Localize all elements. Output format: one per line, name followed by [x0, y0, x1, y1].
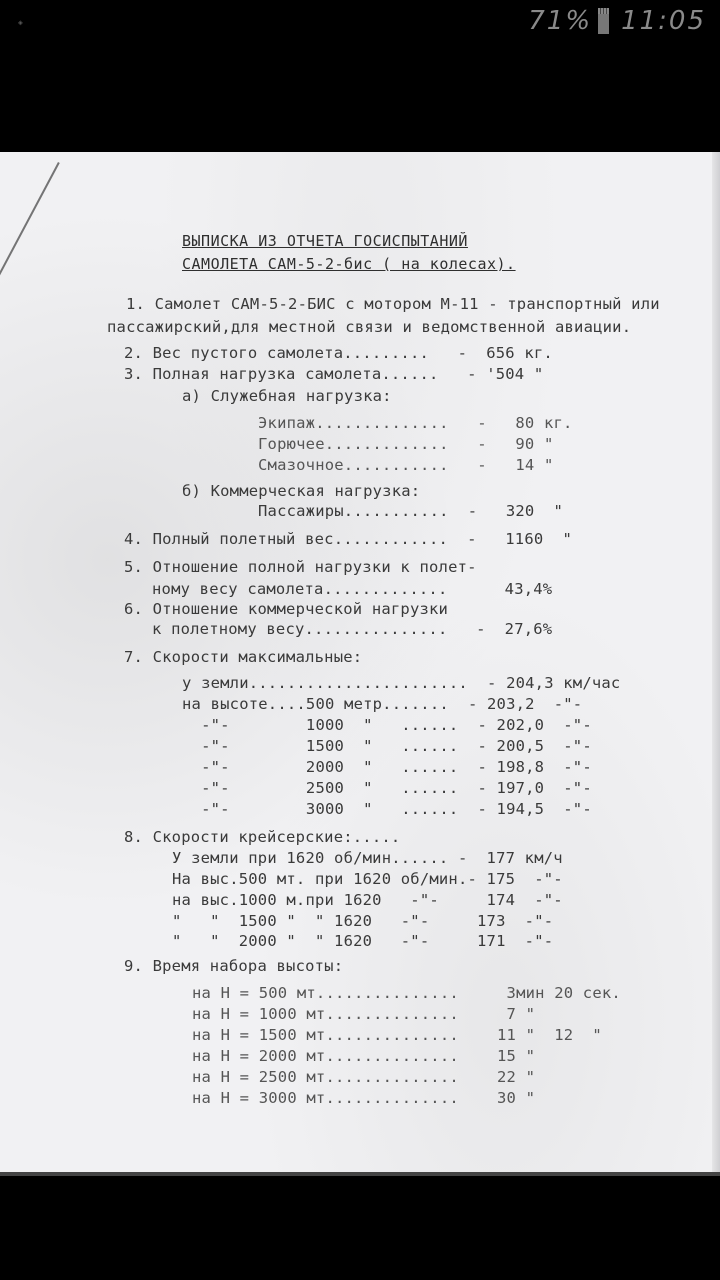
- item-5-line1: 5. Отношение полной нагрузки к полет-: [124, 558, 477, 576]
- item-7-row: -"- 1500 " ...... - 200,5 -"-: [182, 737, 592, 755]
- item-9-header: 9. Время набора высоты:: [124, 957, 344, 975]
- item-6-line2: к полетному весу............... - 27,6%: [152, 620, 553, 638]
- item-9-row: на Н = 1000 мт.............. 7 ": [192, 1005, 536, 1023]
- item-7-row: на высоте....500 метр....... - 203,2 -"-: [182, 695, 583, 713]
- item-3a-header: а) Служебная нагрузка:: [182, 387, 392, 405]
- item-7-row: у земли....................... - 204,3 км/час: [182, 674, 621, 692]
- notification-icon: ◈: [18, 18, 23, 27]
- item-8-row: " " 2000 " " 1620 -"- 171 -"-: [172, 932, 554, 950]
- item-9-row: на Н = 1500 мт.............. 11 " 12 ": [192, 1026, 602, 1044]
- item-9-row: на Н = 500 мт............... 3мин 20 сек.: [192, 984, 621, 1002]
- item-8-row: на выс.1000 м.при 1620 -"- 174 -"-: [172, 891, 563, 909]
- item-6-line1: 6. Отношение коммерческой нагрузки: [124, 600, 449, 618]
- item-3a-oil: Смазочное........... - 14 ": [258, 456, 554, 474]
- item-7-header: 7. Скорости максимальные:: [124, 648, 363, 666]
- item-9-row: на Н = 3000 мт.............. 30 ": [192, 1089, 536, 1107]
- item-2-empty-weight: 2. Вес пустого самолета......... - 656 кг.: [124, 344, 553, 362]
- item-3b-passengers: Пассажиры........... - 320 ": [258, 502, 564, 520]
- item-8-row: У земли при 1620 об/мин...... - 177 км/ч: [172, 849, 563, 867]
- item-7-row: -"- 3000 " ...... - 194,5 -"-: [182, 800, 592, 818]
- battery-percent: 71%: [528, 6, 593, 36]
- item-7-row: -"- 1000 " ...... - 202,0 -"-: [182, 716, 592, 734]
- battery-icon: [598, 12, 609, 34]
- item-7-row: -"- 2000 " ...... - 198,8 -"-: [182, 758, 592, 776]
- item-3a-fuel: Горючее............. - 90 ": [258, 435, 554, 453]
- pen-mark: [0, 162, 60, 340]
- item-5-line2: ному весу самолета............. 43,4%: [152, 580, 553, 598]
- item-4-takeoff-weight: 4. Полный полетный вес............ - 1160 ": [124, 530, 572, 548]
- item-9-row: на Н = 2500 мт.............. 22 ": [192, 1068, 536, 1086]
- item-8-header: 8. Скорости крейсерские:.....: [124, 828, 401, 846]
- status-bar: [0, 0, 720, 48]
- item-3b-header: б) Коммерческая нагрузка:: [182, 482, 421, 500]
- item-8-row: " " 1500 " " 1620 -"- 173 -"-: [172, 912, 554, 930]
- item-1-line2: пассажирский,для местной связи и ведомственной авиации.: [107, 318, 632, 336]
- status-indicators: [528, 6, 706, 36]
- item-1-line1: 1. Самолет САМ-5-2-БИС с мотором М-11 - транспортный или: [126, 295, 660, 313]
- item-9-row: на Н = 2000 мт.............. 15 ": [192, 1047, 536, 1065]
- document-title-line2: САМОЛЕТА САМ-5-2-бис ( на колесах).: [182, 255, 516, 273]
- document-image[interactable]: [0, 152, 720, 1176]
- item-8-row: На выс.500 мт. при 1620 об/мин.- 175 -"-: [172, 870, 563, 888]
- clock: 11:05: [621, 6, 706, 36]
- document-title-line1: ВЫПИСКА ИЗ ОТЧЕТА ГОСИСПЫТАНИЙ: [182, 232, 468, 250]
- page-edge: [712, 152, 720, 1172]
- item-3-full-load: 3. Полная нагрузка самолета...... - '504 ": [124, 365, 544, 383]
- item-7-row: -"- 2500 " ...... - 197,0 -"-: [182, 779, 592, 797]
- item-3a-crew: Экипаж.............. - 80 кг.: [258, 414, 573, 432]
